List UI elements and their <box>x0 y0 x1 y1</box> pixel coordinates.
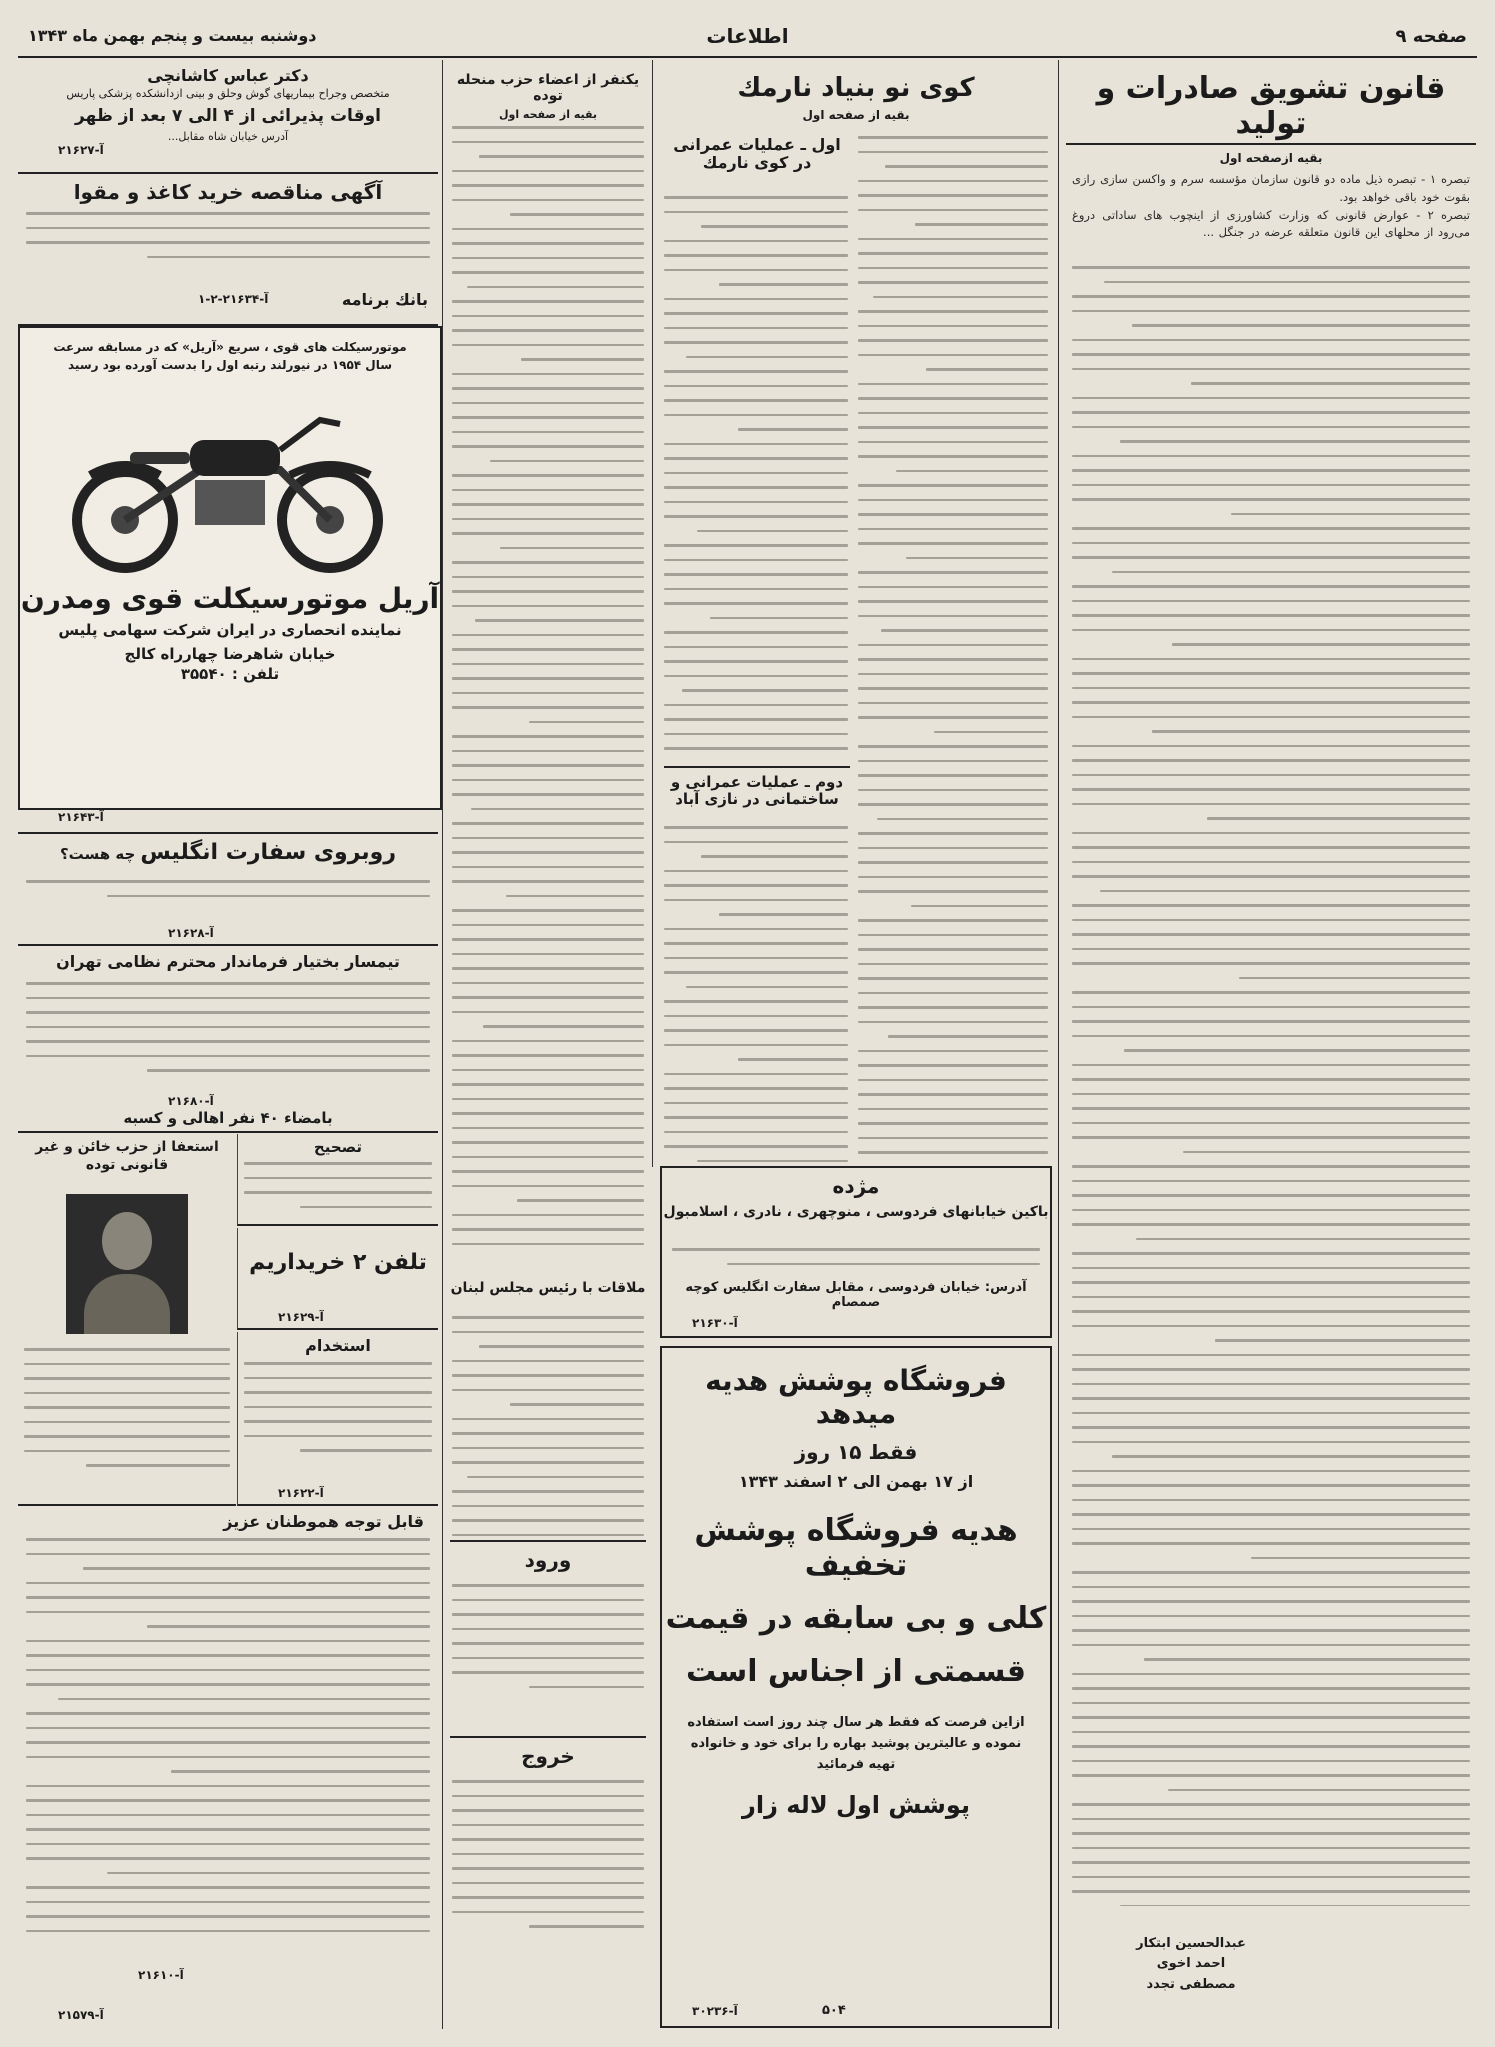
ad-body <box>244 1362 432 1474</box>
ad-body <box>26 982 430 1092</box>
store-days: فقط ۱۵ روز <box>794 1440 918 1464</box>
article-body <box>664 196 848 756</box>
arrival-heading: ورود <box>450 1540 646 1572</box>
moto-description: موتورسیکلت های قوی ، سریع «آریل» که در مسابقه سرعت سال ۱۹۵۴ در نیورلند رتبه اول را بدست آورده بود رسید <box>53 340 407 372</box>
column-rule <box>1058 60 1059 2029</box>
store-invite: ازاین فرصت که فقط هر سال چند روز است استفاده نموده و عالیترین پوشید بهاره را برای خود و خانواده تهیه فرمائید <box>687 1715 1025 1772</box>
ad-title: استخدام <box>305 1336 371 1355</box>
ad-bank: بانك برنامه <box>341 290 428 309</box>
ad-poushesh-store <box>660 1346 1052 2028</box>
departure-body <box>452 1780 644 1980</box>
ad-code: آ-۲۱۶۴۳ <box>58 810 104 824</box>
ad-title: آگهی مناقصه خرید کاغذ و مقوا <box>73 180 383 204</box>
travel-news <box>450 1540 646 2020</box>
moto-agent: نماینده انحصاری در ایران شرکت سهامی پلیس <box>58 621 402 639</box>
portrait-photo <box>66 1194 188 1334</box>
ads-column <box>18 62 438 2028</box>
section-heading: ملاقات با رئیس مجلس لبنان <box>450 1280 646 1296</box>
ad-code: آ-۳۰۲۳۶ <box>692 2004 738 2018</box>
store-discount: کلی و بی سابقه در قیمت <box>665 1601 1047 1636</box>
doctor-address: آدرس خیابان شاه مقابل... <box>167 130 289 143</box>
doctor-hours: اوقات پذیرائی از ۴ الی ۷ بعد از ظهر <box>75 106 381 126</box>
motorcycle-illustration <box>30 380 430 580</box>
ad-signature: بامضاء ۴۰ نفر اهالی و کسبه <box>123 1109 333 1127</box>
ad-embassy <box>18 832 438 946</box>
departure-heading: خروج <box>450 1736 646 1768</box>
store-title: فروشگاه پوشش هدیه میدهد <box>705 1364 1007 1430</box>
doctor-name: دکتر عباس کاشانچی <box>147 66 309 85</box>
ad-body <box>24 1348 230 1498</box>
article-title: یکنفر از اعضاء حزب منحله توده <box>456 72 640 105</box>
ad-mojdeh <box>660 1166 1052 1338</box>
ad-address: آدرس: خیابان فردوسی ، مقابل سفارت انگلیس کوچه صمصام <box>685 1280 1027 1310</box>
section-heading: دوم ـ عملیات عمرانی و ساختمانی در نازی آباد <box>664 766 850 809</box>
signer: مصطفی تجدد <box>1146 1977 1236 1993</box>
article-body <box>452 126 644 1266</box>
header <box>18 22 1477 52</box>
ad-body <box>244 1162 432 1218</box>
ad-streets: باکین خیابانهای فردوسی ، منوچهری ، نادری ، اسلامبول <box>663 1204 1049 1220</box>
ad-code: آ-۲۱۶۲۲ <box>278 1486 324 1500</box>
moto-phone: تلفن : ۳۵۵۴۰ <box>180 665 280 683</box>
article-narmak <box>660 66 1052 1166</box>
article-body <box>858 136 1048 1166</box>
doctor-desc: متخصص وجراح بیماریهای گوش وحلق و بینی ازدانشکده پزشکی پاریس <box>66 87 390 100</box>
ad-buy <box>237 1228 438 1330</box>
column-rule <box>442 60 443 2029</box>
article-title: قانون تشویق صادرات و تولید <box>1066 66 1476 145</box>
ad-correction <box>237 1134 438 1226</box>
header-rule <box>18 56 1477 58</box>
article-paragraph: تبصره ۱ - تبصره ذیل ماده دو قانون سازمان مؤسسه سرم و واکسن سازی رازی بقوت خود باقی خواهد بود. <box>1072 172 1470 204</box>
moto-address: خیابان شاهرضا چهارراه کالج <box>124 645 336 663</box>
ad-title: تلفن ۲ خریداریم <box>249 1250 427 1275</box>
ad-body <box>26 212 430 284</box>
ad-code: آ-۲۱۶۳۰ <box>692 1316 738 1330</box>
ad-code: آ-۲۱۵۷۹ <box>58 2008 104 2022</box>
embassy-title: روبروی سفارت انگلیس <box>140 840 397 865</box>
ad-code: آ-۲۱۶۸۰ <box>168 1094 214 1108</box>
page-number: صفحه ۹ <box>1395 26 1467 47</box>
ad-code: آ-۲۱۶۲۷ <box>58 143 104 157</box>
ad-code: آ-۲۱۶۲۹ <box>278 1310 324 1324</box>
arrival-body <box>452 1584 644 1724</box>
store-gift: هدیه فروشگاه پوشش تخفیف <box>694 1513 1018 1583</box>
article-body <box>664 826 848 1166</box>
ad-body <box>26 1538 430 1958</box>
moto-title: آریل موتورسیکلت قوی ومدرن <box>20 582 440 615</box>
ad-code: آ-۲۱۶۳۴-۲-۱ <box>198 292 269 306</box>
embassy-question: چه هست؟ <box>59 845 136 863</box>
ad-body <box>26 880 430 920</box>
store-part: قسمتی از اجناس است <box>685 1654 1027 1689</box>
column-rule <box>652 60 653 1167</box>
ad-title: قابل توجه هموطنان عزیز <box>223 1512 424 1531</box>
signer: احمد اخوی <box>1156 1956 1226 1972</box>
article-continued: بقیه ازصفحه اول <box>1219 151 1323 165</box>
ad-title: تیمسار بختیار فرماندار محترم نظامی تهران <box>56 952 400 971</box>
store-dates: از ۱۷ بهمن الی ۲ اسفند ۱۳۴۳ <box>738 1472 974 1491</box>
ad-ariel-motorcycle <box>18 326 442 810</box>
ad-doctor <box>18 62 438 174</box>
section-heading: اول ـ عملیات عمرانی در کوی نارمك <box>673 135 841 173</box>
article-export-law <box>1066 66 1476 2026</box>
ad-paper-tender <box>18 174 438 326</box>
article-continued: بقیه از صفحه اول <box>498 108 598 122</box>
ad-title: تصحیح <box>313 1138 363 1156</box>
article-continued: بقیه از صفحه اول <box>802 107 910 122</box>
article-title: کوی نو بنیاد نارمك <box>737 73 975 103</box>
store-number: ۵۰۴ <box>822 2003 846 2018</box>
signatures <box>1096 1934 1286 1996</box>
ad-code: آ-۲۱۶۲۸ <box>168 926 214 940</box>
article-paragraph: تبصره ۲ - عوارض قانونی که وزارت کشاورزی از اینچوب های ساداتی دروغ می‌رود از محلهای این قانون متعلقه عرضه در جنگل ... <box>1072 207 1471 240</box>
ad-title: استعفا از حزب خائن و غیر قانونی توده <box>35 1139 219 1174</box>
issue-date: دوشنبه بیست و پنجم بهمن ماه ۱۳۴۳ <box>28 26 317 45</box>
ad-resignation <box>18 1134 236 1506</box>
ad-general-bakhtiar <box>18 946 438 1133</box>
article-body <box>1072 266 1470 1906</box>
ad-attention <box>18 1508 438 2028</box>
ad-title: مژده <box>832 1174 880 1198</box>
signer: عبدالحسین ابتکار <box>1136 1935 1246 1951</box>
ad-hire <box>237 1332 438 1506</box>
ad-code: آ-۲۱۶۱۰ <box>138 1968 184 1982</box>
newspaper-name: اطلاعات <box>706 24 789 48</box>
store-address: پوشش اول لاله زار <box>742 1791 970 1820</box>
